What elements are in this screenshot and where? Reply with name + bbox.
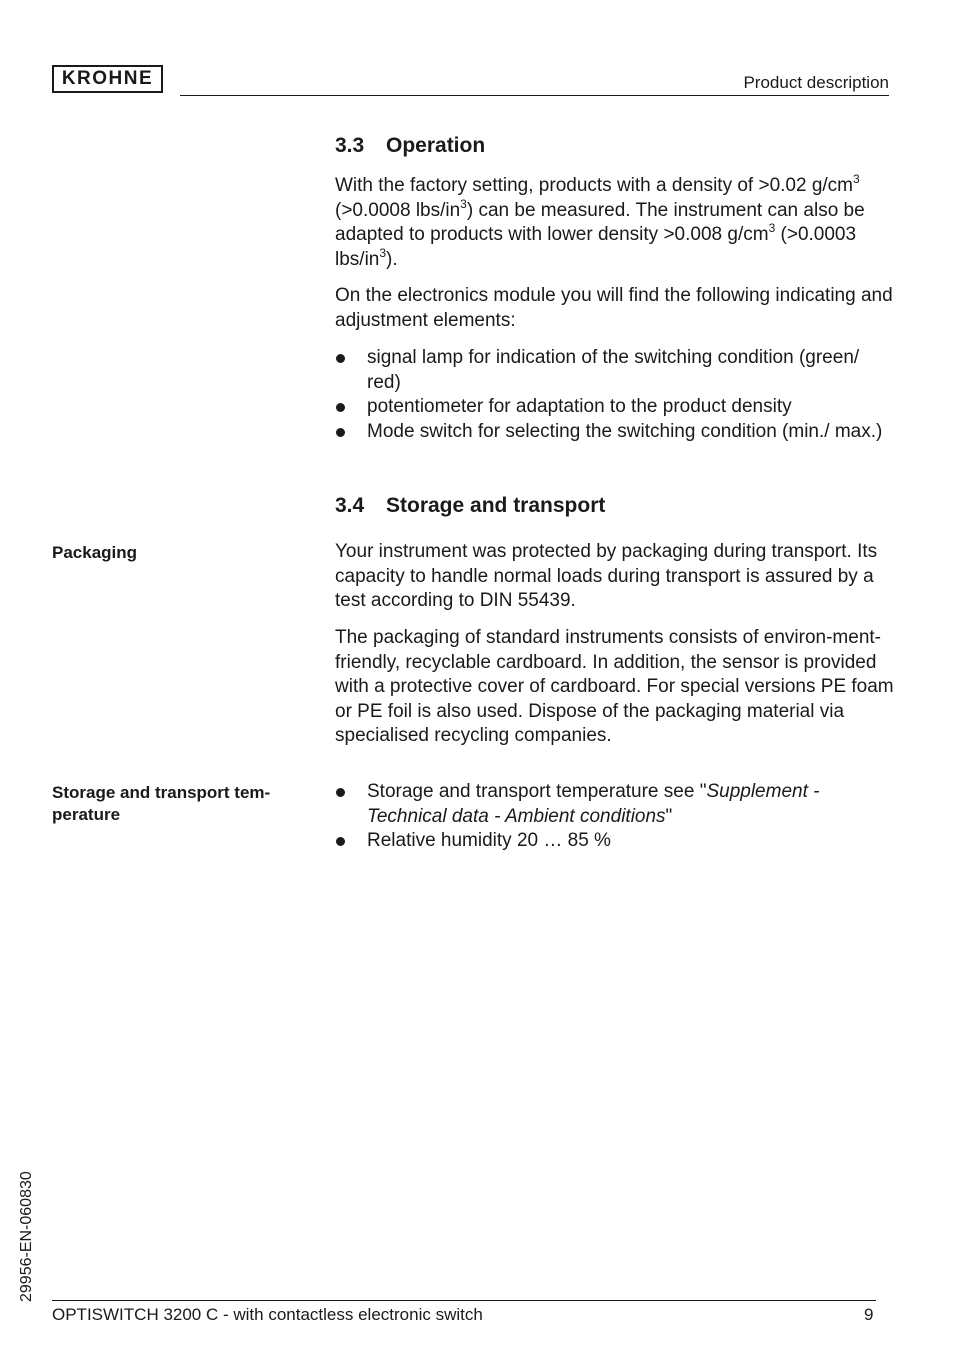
list-item: Storage and transport temperature see "Supplement - Technical data - Ambient conditions" <box>335 780 895 829</box>
operation-paragraph-1: With the factory setting, products with a density of >0.02 $g/cm^3$ (>0.0008 lbs/$in^3$) can be measured. The instrument can also be adapted to products with lower density >0.008 $g/cm^3$ (>0.0003 lbs/$in^3$). <box>335 172 865 270</box>
heading-3-4-number: 3.4 <box>335 494 365 517</box>
header-section-title: Product description <box>743 73 889 92</box>
operation-bullet-list <box>335 346 895 444</box>
margin-label-packaging: Packaging <box>52 543 138 562</box>
heading-3-4-title: Storage and transport <box>386 494 606 517</box>
packaging-paragraph-2: The packaging of standard instruments consists of environ-ment-friendly, recyclable cardboard. In addition, the sensor is provided with a protective cover of cardboard. For special versions PE foam or PE foil is also used. Dispose of the packaging material via specialised recycling companies. <box>335 627 894 746</box>
heading-3-3 <box>335 134 485 158</box>
krohne-logo: KROHNE <box>52 65 163 93</box>
document-code: 29956-EN-060830 <box>18 1171 35 1302</box>
margin-label-storage-temperature: Storage and transport tem-perature <box>52 783 271 824</box>
heading-3-3-title: Operation <box>386 134 486 157</box>
packaging-paragraph-1: Your instrument was protected by packaging during transport. Its capacity to handle normal loads during transport is assured by a test according to DIN 55439. <box>335 541 878 611</box>
footer-rule <box>52 1300 876 1301</box>
header-rule <box>180 95 889 96</box>
page-number: 9 <box>864 1305 874 1324</box>
list-item: Mode switch for selecting the switching condition (min./ max.) <box>335 420 895 445</box>
footer-product-title: OPTISWITCH 3200 C - with contactless electronic switch <box>52 1305 483 1324</box>
list-item: signal lamp for indication of the switching condition (green/ red) <box>335 346 895 395</box>
list-item: potentiometer for adaptation to the product density <box>335 395 895 420</box>
list-item: Relative humidity 20 … 85 % <box>335 829 895 854</box>
operation-paragraph-2: On the electronics module you will find the following indicating and adjustment elements: <box>335 285 893 331</box>
heading-3-3-number: 3.3 <box>335 134 365 157</box>
storage-bullet-list <box>335 780 895 854</box>
heading-3-4 <box>335 494 605 518</box>
